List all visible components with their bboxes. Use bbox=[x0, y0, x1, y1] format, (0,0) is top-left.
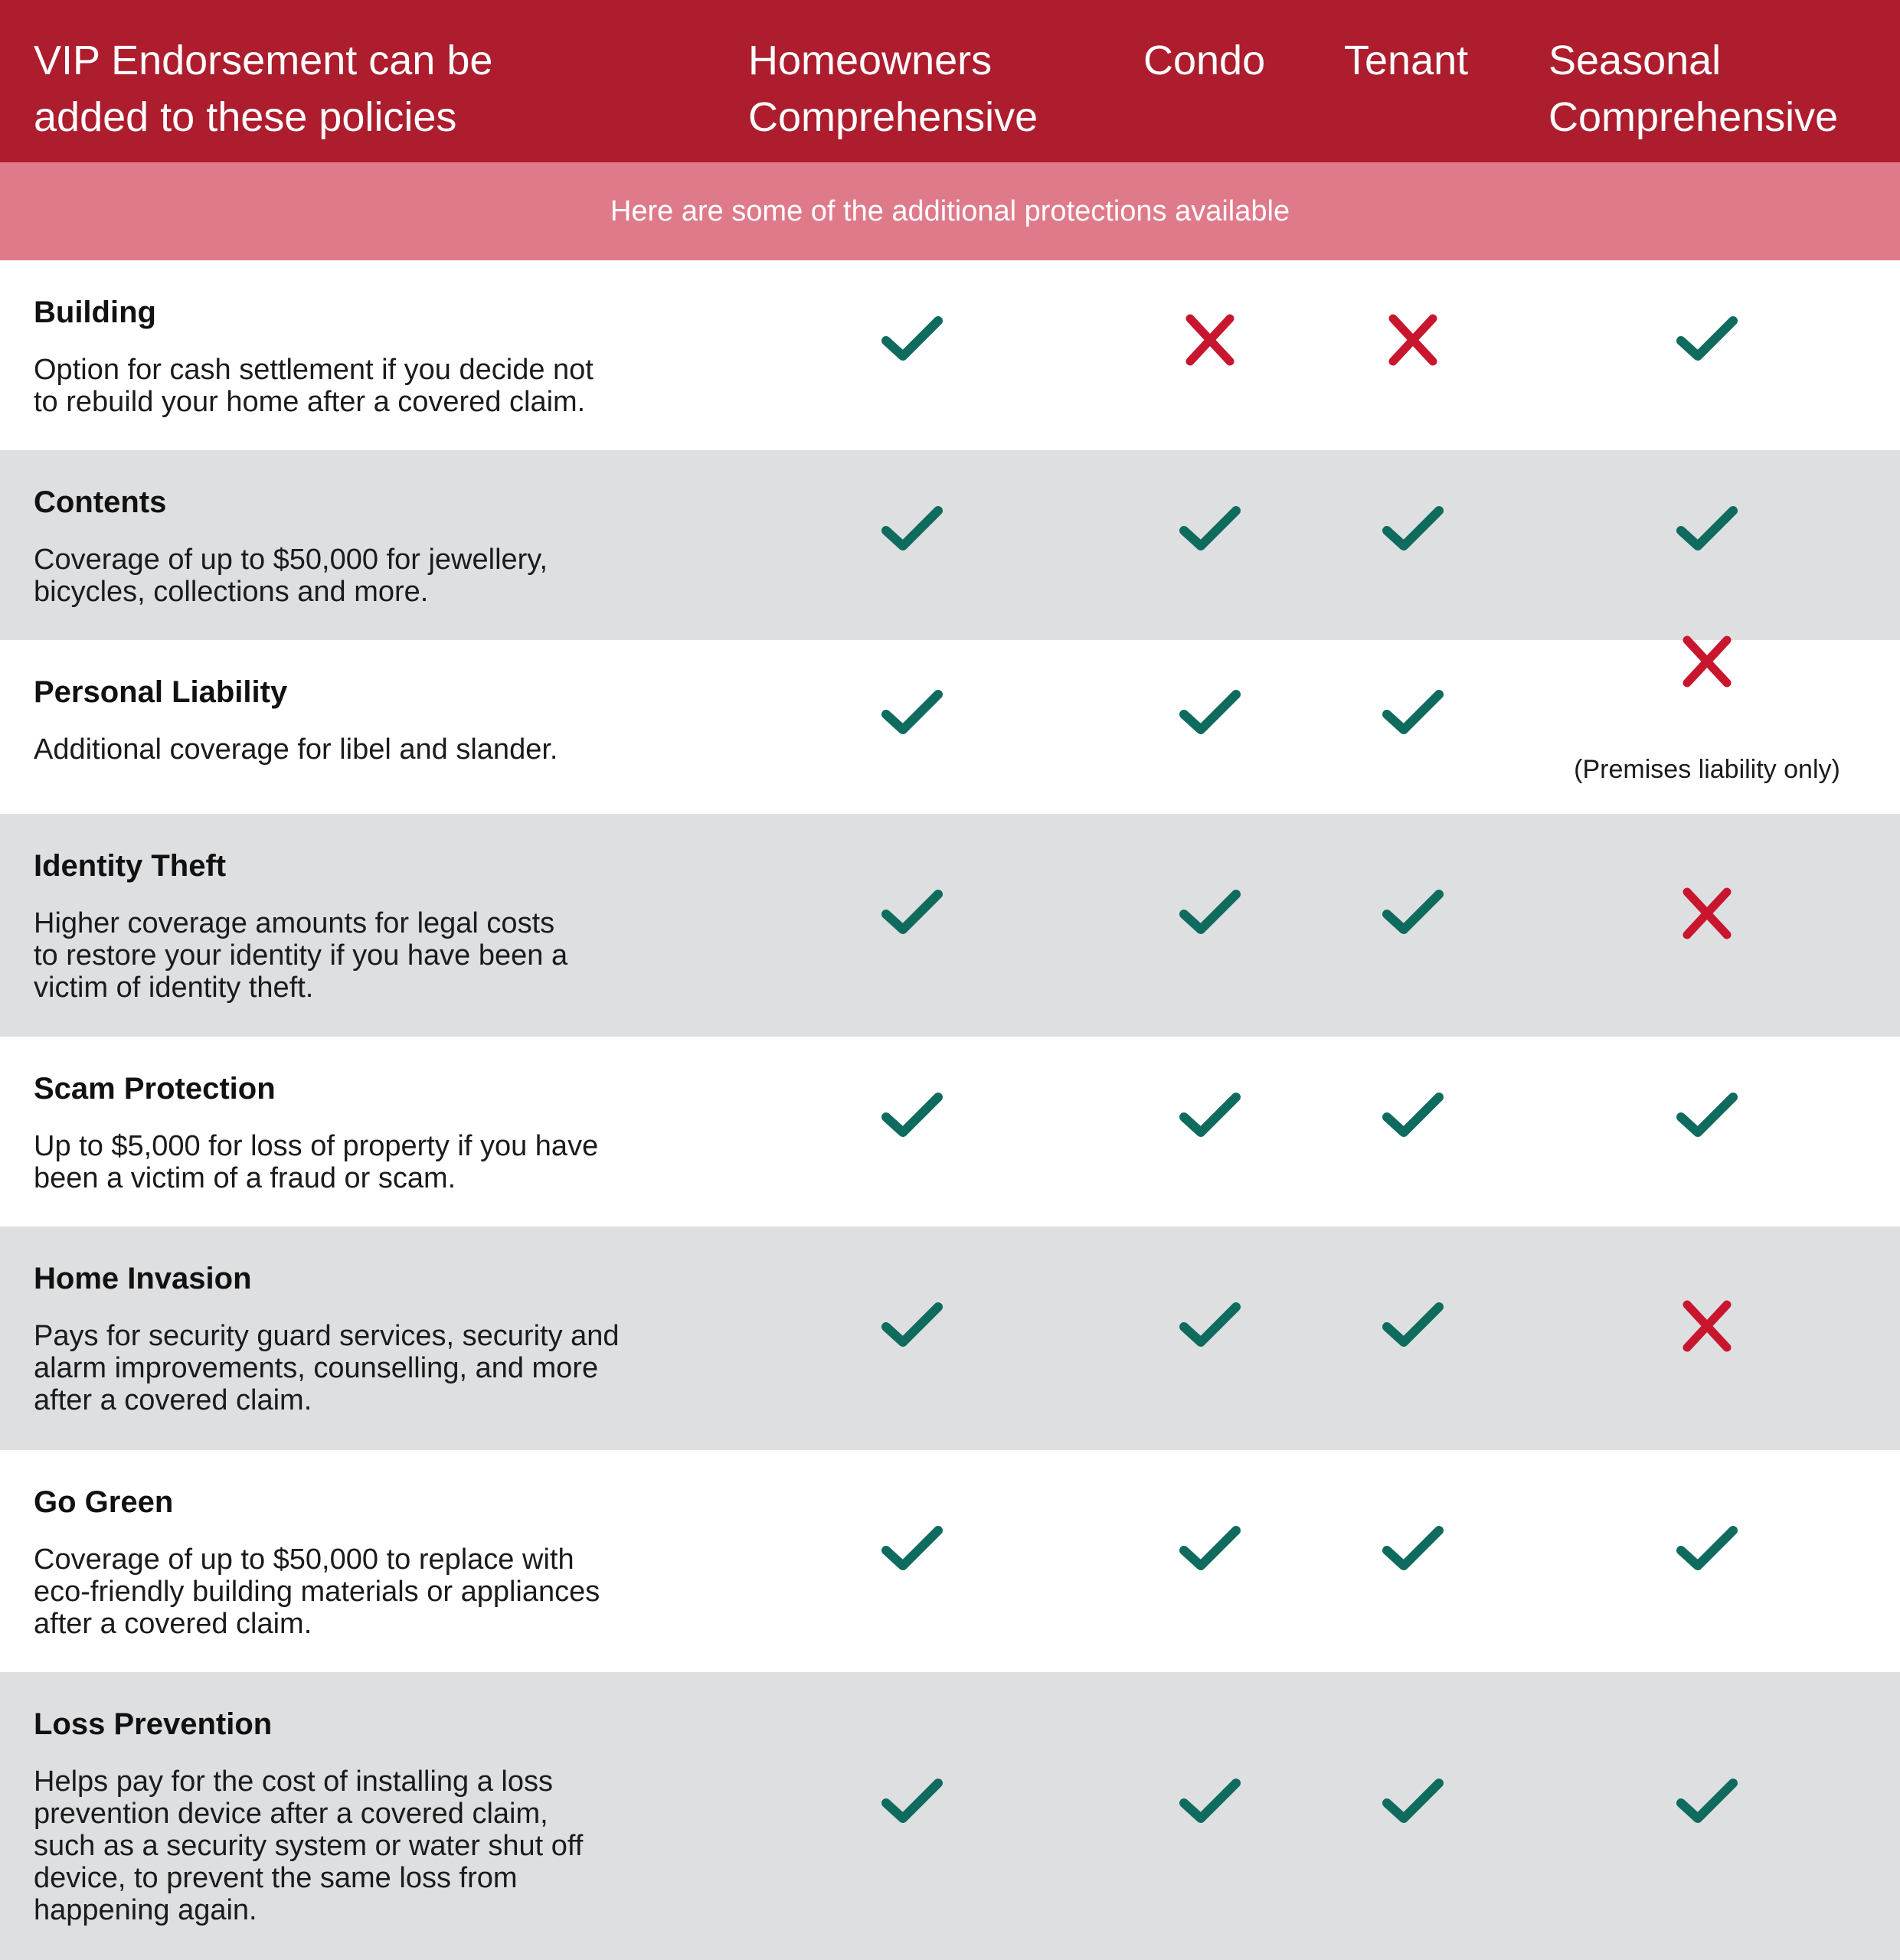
check-icon-condo bbox=[1179, 1089, 1241, 1143]
table-row-loss-prevention bbox=[0, 1672, 1900, 1960]
check-icon-tenant bbox=[1382, 887, 1444, 940]
check-icon-homeowners-comprehensive bbox=[881, 313, 943, 367]
row-description: Additional coverage for libel and slander. bbox=[34, 733, 558, 766]
table-row-identity-theft bbox=[0, 814, 1900, 1037]
check-icon-condo bbox=[1179, 1299, 1241, 1353]
check-icon-homeowners-comprehensive bbox=[881, 1299, 943, 1353]
check-icon-homeowners-comprehensive bbox=[881, 1775, 943, 1829]
row-description: Helps pay for the cost of installing a loss prevention device after a covered claim, such as a security system or water shut off device, to prevent the same loss from happening again. bbox=[34, 1766, 584, 1926]
cross-icon-tenant bbox=[1382, 313, 1444, 367]
table-row-go-green bbox=[0, 1450, 1900, 1672]
check-icon-seasonal-comprehensive bbox=[1676, 313, 1738, 367]
check-icon-seasonal-comprehensive bbox=[1676, 1089, 1738, 1143]
column-header-homeowners-comprehensive: Homeowners Comprehensive bbox=[748, 38, 1038, 140]
row-note: (Premises liability only) bbox=[1574, 755, 1840, 784]
check-icon-tenant bbox=[1382, 1089, 1444, 1143]
check-icon-homeowners-comprehensive bbox=[881, 1523, 943, 1576]
header-intro: VIP Endorsement can be added to these policies bbox=[34, 38, 493, 140]
row-description: Pays for security guard services, security and alarm improvements, counselling, and more after a covered claim. bbox=[34, 1320, 620, 1416]
check-icon-tenant bbox=[1382, 1523, 1444, 1576]
check-icon-condo bbox=[1179, 503, 1241, 557]
cross-icon-seasonal-comprehensive bbox=[1676, 1299, 1738, 1353]
table-row-building bbox=[0, 260, 1900, 450]
row-title: Contents bbox=[34, 485, 167, 519]
check-icon-tenant bbox=[1382, 1299, 1444, 1353]
check-icon-homeowners-comprehensive bbox=[881, 1089, 943, 1143]
row-description: Coverage of up to $50,000 to replace with eco-friendly building materials or appliances after a covered claim. bbox=[34, 1544, 600, 1640]
column-header-tenant: Tenant bbox=[1344, 38, 1469, 83]
check-icon-condo bbox=[1179, 1775, 1241, 1829]
table-row-contents bbox=[0, 450, 1900, 640]
row-description: Option for cash settlement if you decide not to rebuild your home after a covered claim. bbox=[34, 354, 594, 418]
row-title: Home Invasion bbox=[34, 1262, 252, 1295]
row-title: Go Green bbox=[34, 1485, 174, 1519]
row-title: Personal Liability bbox=[34, 675, 288, 709]
check-icon-seasonal-comprehensive bbox=[1676, 1523, 1738, 1576]
cross-icon-seasonal-comprehensive bbox=[1676, 635, 1738, 688]
row-title: Building bbox=[34, 296, 156, 329]
check-icon-condo bbox=[1179, 1523, 1241, 1576]
row-description: Higher coverage amounts for legal costs to restore your identity if you have been a victim of identity theft. bbox=[34, 907, 568, 1004]
table-header bbox=[0, 0, 1900, 162]
column-header-condo: Condo bbox=[1143, 38, 1266, 83]
cross-icon-condo bbox=[1179, 313, 1241, 367]
column-header-seasonal-comprehensive: Seasonal Comprehensive bbox=[1548, 38, 1839, 140]
row-description: Up to $5,000 for loss of property if you have been a victim of a fraud or scam. bbox=[34, 1130, 599, 1194]
row-title: Identity Theft bbox=[34, 849, 227, 883]
cross-icon-seasonal-comprehensive bbox=[1676, 887, 1738, 940]
check-icon-homeowners-comprehensive bbox=[881, 887, 943, 940]
check-icon-tenant bbox=[1382, 687, 1444, 740]
check-icon-tenant bbox=[1382, 1775, 1444, 1829]
check-icon-homeowners-comprehensive bbox=[881, 687, 943, 740]
check-icon-seasonal-comprehensive bbox=[1676, 503, 1738, 557]
check-icon-tenant bbox=[1382, 503, 1444, 557]
check-icon-homeowners-comprehensive bbox=[881, 503, 943, 557]
check-icon-condo bbox=[1179, 687, 1241, 740]
subheader-banner: Here are some of the additional protections available bbox=[0, 162, 1900, 260]
table-row-scam-protection bbox=[0, 1037, 1900, 1227]
row-description: Coverage of up to $50,000 for jewellery, bicycles, collections and more. bbox=[34, 544, 548, 608]
row-title: Scam Protection bbox=[34, 1072, 276, 1106]
check-icon-condo bbox=[1179, 887, 1241, 940]
check-icon-seasonal-comprehensive bbox=[1676, 1775, 1738, 1829]
row-title: Loss Prevention bbox=[34, 1707, 273, 1741]
table-row-home-invasion bbox=[0, 1227, 1900, 1450]
table-row-personal-liability bbox=[0, 640, 1900, 814]
